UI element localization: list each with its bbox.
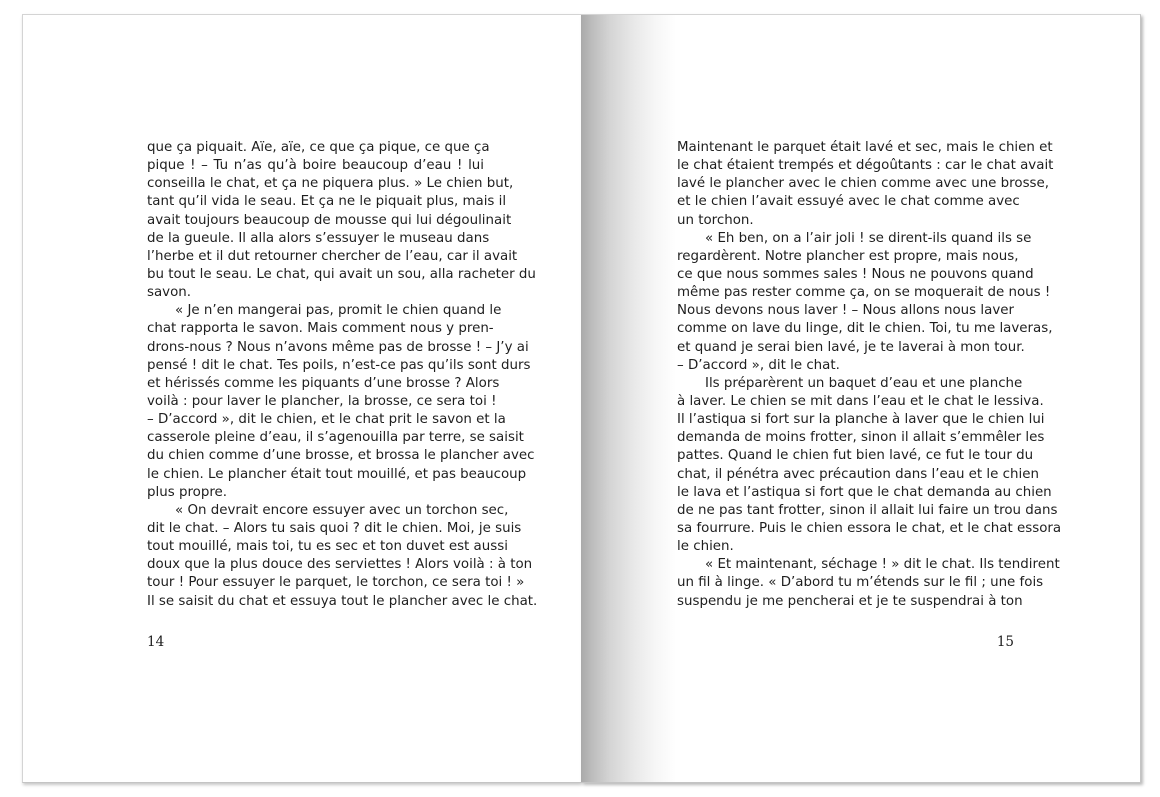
- text-line: le chat étaient trempés et dégoûtants : car le chat avait: [677, 158, 1054, 174]
- text-line: pensé ! dit le chat. Tes poils, n’est-ce pas qu’ils sont durs: [147, 357, 531, 373]
- text-line: conseilla le chat, et ça ne piquera plus. » Le chien but,: [147, 176, 514, 192]
- text-line: « On devrait encore essuyer avec un torchon sec,: [175, 502, 509, 518]
- text-line: Maintenant le parquet était lavé et sec, mais le chien et: [677, 140, 1053, 155]
- text-line: « Je n’en mangerai pas, promit le chien quand le: [175, 303, 502, 319]
- text-line: lavé le plancher avec le chien comme avec une brosse,: [677, 176, 1050, 192]
- text-line: avait toujours beaucoup de mousse qui lui dégoulinait: [147, 212, 512, 228]
- text-line: et le chien l’avait essuyé avec le chat comme avec: [677, 194, 1020, 210]
- page-number-right: 15: [996, 634, 1014, 650]
- text-line: chat rapporta le savon. Mais comment nous y pren-: [147, 321, 494, 337]
- left-page-text: [147, 139, 538, 611]
- text-line: ce que nous sommes sales ! Nous ne pouvons quand: [677, 266, 1034, 282]
- text-line: même pas rester comme ça, on se moquerait de nous !: [677, 285, 1051, 301]
- text-line: doux que la plus douce des serviettes ! Alors voilà : à ton: [147, 557, 533, 573]
- text-line: un fil à linge. « D’abord tu m’étends sur le fil ; une fois: [677, 575, 1044, 591]
- text-line: et hérissés comme les piquants d’une brosse ? Alors: [147, 375, 500, 391]
- text-line: et quand je serai bien lavé, je te laverai à mon tour.: [677, 339, 1025, 355]
- text-line: casserole pleine d’eau, il s’agenouilla par terre, se saisit: [147, 430, 524, 446]
- text-line: – D’accord », dit le chat.: [677, 357, 840, 373]
- left-page: [22, 14, 581, 783]
- text-line: tour ! Pour essuyer le parquet, le torchon, ce sera toi ! »: [147, 575, 525, 591]
- text-line: Il se saisit du chat et essuya tout le plancher avec le chat.: [147, 593, 538, 609]
- right-page-text: [677, 139, 1062, 611]
- text-line: drons-nous ? Nous n’avons même pas de brosse ! – J’y ai: [147, 339, 529, 355]
- text-line: à laver. Le chien se mit dans l’eau et le chat le lessiva.: [677, 393, 1044, 409]
- text-line: de ne pas tant frotter, sinon il allait lui faire un trou dans: [677, 502, 1058, 518]
- text-line: le chien.: [677, 539, 734, 555]
- text-line: Nous devons nous laver ! – Nous allons nous laver: [677, 303, 1014, 319]
- text-line: regardèrent. Notre plancher est propre, mais nous,: [677, 248, 1019, 264]
- text-line: l’herbe et il dut retourner chercher de l’eau, car il avait: [147, 248, 518, 264]
- text-line: bu tout le seau. Le chat, qui avait un sou, alla racheter du: [147, 266, 536, 282]
- text-line: le chien. Le plancher était tout mouillé, et pas beaucoup: [147, 466, 527, 482]
- text-line: Il l’astiqua si fort sur la planche à laver que le chien lui: [677, 412, 1045, 428]
- text-line: comme on lave du linge, dit le chien. Toi, tu me laveras,: [677, 321, 1053, 337]
- page-number-left: 14: [147, 634, 165, 650]
- text-line: un torchon.: [677, 212, 754, 228]
- text-line: suspendu je me pencherai et je te suspendrai à ton: [677, 593, 1023, 609]
- text-line: « Eh ben, on a l’air joli ! se dirent-ils quand ils se: [705, 230, 1032, 246]
- text-line: savon.: [147, 285, 192, 301]
- text-line: de la gueule. Il alla alors s’essuyer le museau dans: [147, 230, 490, 246]
- text-line: Ils préparèrent un baquet d’eau et une planche: [705, 375, 1023, 391]
- text-line: dit le chat. – Alors tu sais quoi ? dit le chien. Moi, je suis: [147, 520, 522, 536]
- text-line: sa fourrure. Puis le chien essora le chat, et le chat essora: [677, 520, 1062, 536]
- text-line: voilà : pour laver le plancher, la brosse, ce sera toi !: [147, 393, 497, 409]
- text-line: – D’accord », dit le chien, et le chat prit le savon et la: [147, 412, 506, 428]
- text-line: du chien comme d’une brosse, et brossa le plancher avec: [147, 448, 535, 464]
- text-line: tout mouillé, mais toi, tu es sec et ton duvet est aussi: [147, 539, 508, 555]
- text-line: demanda de moins frotter, sinon il allait s’emmêler les: [677, 430, 1045, 446]
- text-line: tant qu’il vida le seau. Et ça ne le piquait plus, mais il: [147, 194, 507, 210]
- right-page: [581, 14, 1141, 783]
- text-line: que ça piquait. Aïe, aïe, ce que ça pique, ce que ça: [147, 140, 490, 155]
- text-line: plus propre.: [147, 484, 228, 500]
- text-line: « Et maintenant, séchage ! » dit le chat. Ils tendirent: [705, 557, 1060, 573]
- text-line: le lava et l’astiqua si fort que le chat demanda au chien: [677, 484, 1052, 500]
- text-line: chat, il pénétra avec précaution dans l’eau et le chien: [677, 466, 1039, 482]
- gutter-shadow: [581, 15, 676, 782]
- text-line: pattes. Quand le chien fut bien lavé, ce fut le tour du: [677, 448, 1034, 464]
- text-line: pique ! – Tu n’as qu’à boire beaucoup d’eau ! lui: [147, 158, 484, 174]
